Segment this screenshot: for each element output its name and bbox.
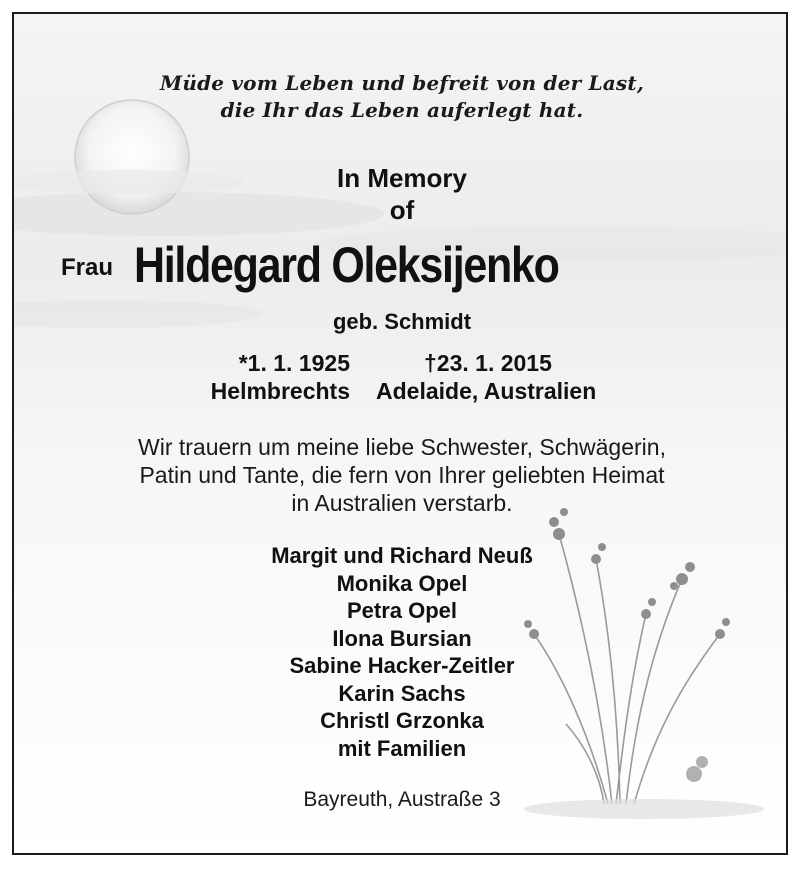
mourner-name: Ilona Bursian: [332, 625, 472, 651]
obituary-frame: [12, 12, 788, 855]
text-line: Wir trauern um meine liebe Schwester, Schwägerin,: [138, 434, 666, 460]
birth-info: [200, 349, 350, 405]
salutation: Frau: [61, 254, 114, 281]
mourning-text: [14, 433, 788, 517]
death-info: [376, 349, 676, 405]
birth-place: Helmbrechts: [210, 378, 350, 404]
motto-line: Müde vom Leben und befreit von der Last,: [160, 71, 644, 95]
death-place: Adelaide, Australien: [376, 378, 597, 404]
text-line: in Australien verstarb.: [291, 490, 513, 516]
mourner-name: mit Familien: [337, 735, 467, 761]
mourner-name: Petra Opel: [346, 598, 458, 623]
mourner-name: Margit und Richard Neuß: [271, 543, 533, 568]
heading-line: of: [389, 195, 415, 225]
mourners-list: [14, 542, 788, 762]
mourner-name: Monika Opel: [336, 570, 468, 596]
memorial-heading: [14, 162, 788, 226]
heading-line: In Memory: [336, 163, 468, 193]
mourner-name: Karin Sachs: [338, 680, 466, 706]
motto-line: die Ihr das Leben auferlegt hat.: [220, 98, 584, 122]
maiden-name: geb. Schmidt: [332, 309, 472, 334]
deceased-name: Hildegard Oleksijenko: [134, 237, 559, 293]
address: Bayreuth, Austraße 3: [303, 788, 501, 811]
motto: [14, 70, 788, 124]
deceased-name-row: [14, 236, 788, 296]
death-date: †23. 1. 2015: [424, 350, 552, 376]
birth-date: *1. 1. 1925: [238, 350, 350, 376]
text-line: Patin und Tante, die fern von Ihrer geliebten Heimat: [139, 462, 665, 488]
mourner-name: Christl Grzonka: [320, 708, 484, 733]
mourner-name: Sabine Hacker-Zeitler: [289, 653, 515, 678]
